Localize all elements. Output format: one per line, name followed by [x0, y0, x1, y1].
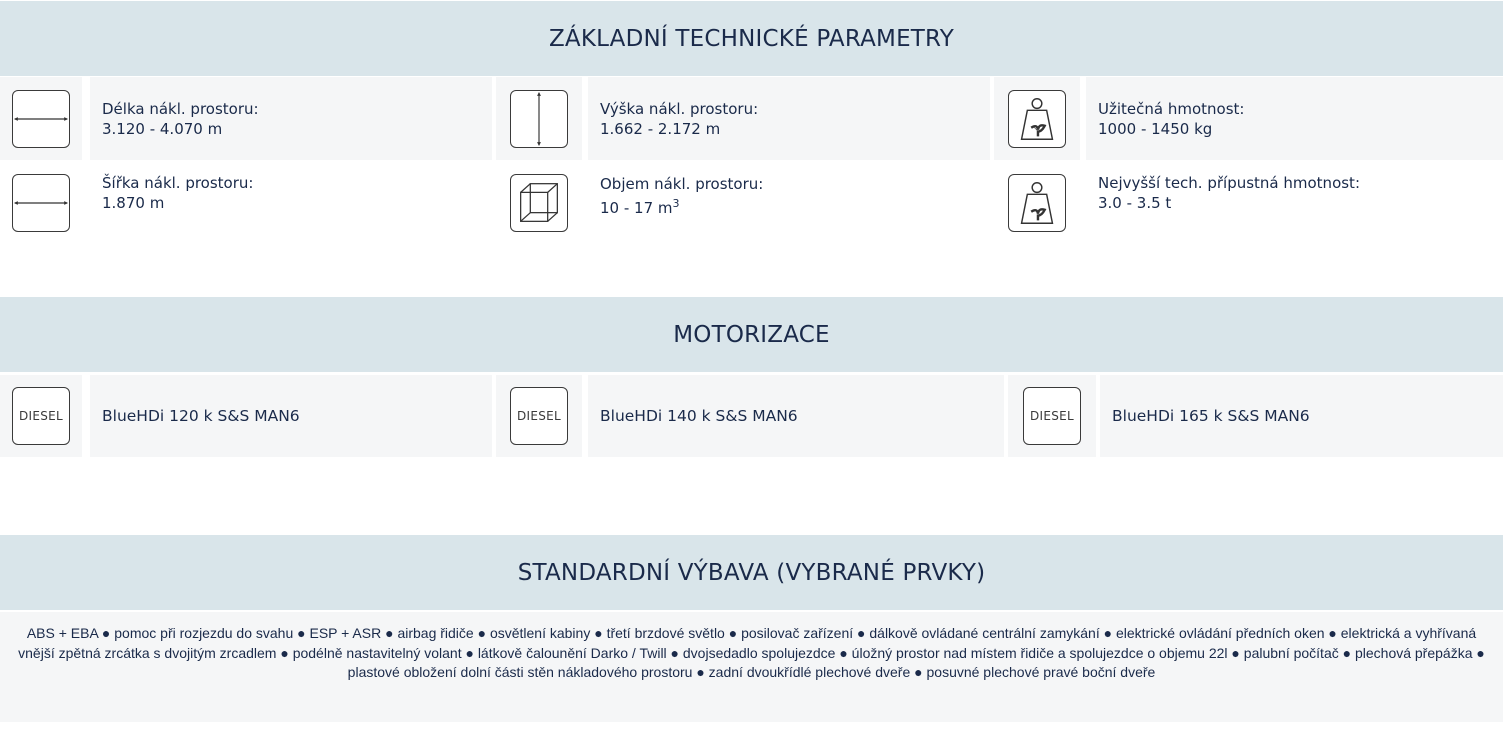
tech-item-max-weight [1086, 163, 1503, 223]
tech-item-label: Délka nákl. prostoru: [102, 99, 259, 118]
tech-item-value: 1.662 - 2.172 m [600, 119, 721, 138]
engine-name: BlueHDi 165 k S&S MAN6 [1112, 407, 1310, 425]
engines-header [0, 297, 1503, 372]
engine-cell-icon-2 [496, 375, 582, 457]
diesel-badge-label: DIESEL [516, 409, 562, 423]
tech-item-label: Výška nákl. prostoru: [600, 99, 759, 118]
engine-cell-icon-3 [1008, 375, 1096, 457]
diesel-badge-icon [510, 387, 568, 445]
tech-item-value: 1.870 m [102, 194, 165, 212]
tech-params-header [0, 1, 1503, 76]
tech-item-volume [588, 163, 990, 229]
engine-cell-icon-1 [0, 375, 82, 457]
length-arrow-icon [12, 90, 70, 148]
diesel-badge-label: DIESEL [1029, 409, 1075, 423]
diesel-badge-label: DIESEL [18, 409, 64, 423]
engine-name: BlueHDi 120 k S&S MAN6 [102, 407, 300, 425]
engine-name: BlueHDi 140 k S&S MAN6 [600, 407, 798, 425]
tech-item-value: 1000 - 1450 kg [1098, 119, 1213, 138]
tech-params-title: ZÁKLADNÍ TECHNICKÉ PARAMETRY [548, 25, 955, 52]
engine-item-1 [90, 375, 492, 457]
equipment-list: ABS + EBA ● pomoc při rozjezdu do svahu ● ESP + ASR ● airbag řidiče ● osvětlení kabiny ● třetí brzdové světlo ● posilovač zařízení ● dálkově ovládané centrální zamykání ● elektrické ovládání předních oken ● elektrická a vyhřívaná vnější zpětná zrcátka s dvojitým zrcadlem ● podélně nastavitelný volant ● látkově čalounění Darko / Twill ● dvojsedadlo spolujezdce ● úložný prostor nad místem řidiče a spolujezdce o objemu 22l ● palubní počítač ● plechová přepážka ● plastové obložení dolní části stěn nákladového prostoru ● zadní dvoukřídlé plechové dveře ● posuvné plechové pravé boční dveře [0, 612, 1503, 722]
diesel-badge-icon [1023, 387, 1081, 445]
tech-item-value: 3.0 - 3.5 t [1098, 194, 1172, 212]
weight-icon [1008, 174, 1066, 232]
tech-item-value-sup: 3 [672, 197, 680, 210]
tech-item-label: Nejvyšší tech. přípustná hmotnost: [1098, 174, 1360, 192]
equipment-title: STANDARDNÍ VÝBAVA (VYBRANÉ PRVKY) [517, 559, 986, 586]
tech-item-value: 10 - 17 m [600, 199, 673, 217]
weight-icon [1008, 90, 1066, 148]
equipment-header [0, 535, 1503, 610]
tech-item-label: Objem nákl. prostoru: [600, 175, 764, 193]
tech-item-length [90, 77, 492, 160]
diesel-badge-icon [12, 387, 70, 445]
tech-cell-icon-length [0, 77, 82, 160]
height-arrow-icon [510, 90, 568, 148]
tech-item-height [588, 77, 990, 160]
tech-cell-icon-volume [496, 163, 582, 243]
tech-item-width [90, 163, 492, 223]
tech-cell-icon-width [0, 163, 82, 243]
width-arrow-icon [12, 174, 70, 232]
tech-cell-icon-height [496, 77, 582, 160]
tech-item-label: Užitečná hmotnost: [1098, 99, 1245, 118]
tech-cell-icon-payload [994, 77, 1080, 160]
tech-item-label: Šířka nákl. prostoru: [102, 174, 254, 192]
engine-item-3 [1100, 375, 1503, 457]
volume-cube-icon [510, 174, 568, 232]
tech-item-payload [1086, 77, 1503, 160]
tech-cell-icon-max-weight [994, 163, 1080, 243]
engine-item-2 [588, 375, 1004, 457]
engines-title: MOTORIZACE [673, 321, 830, 348]
tech-item-value-wrap [600, 194, 990, 218]
tech-item-value: 3.120 - 4.070 m [102, 119, 223, 138]
